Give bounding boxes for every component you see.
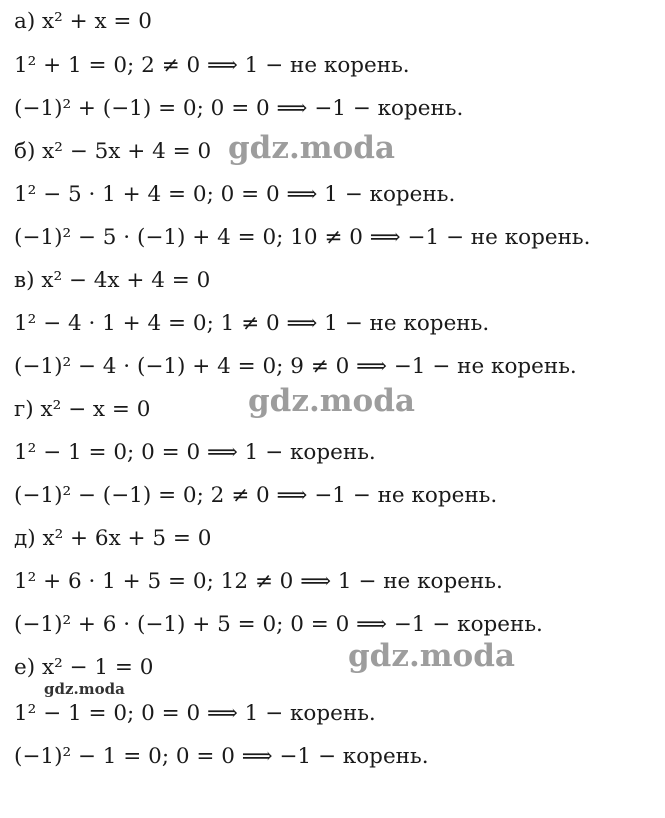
item-g-equation: г) x² − x = 0 [14,397,151,422]
item-b-check-1: 1² − 5 · 1 + 4 = 0; 0 = 0 ⟹ 1 − корень. [14,182,456,207]
watermark-logo-small: gdz.moda [44,680,125,698]
item-b-equation: б) x² − 5x + 4 = 0 [14,139,212,164]
item-v-equation: в) x² − 4x + 4 = 0 [14,268,211,293]
watermark-logo: gdz.moda [348,638,515,674]
item-e-equation: е) x² − 1 = 0 [14,655,154,680]
item-d-equation: д) x² + 6x + 5 = 0 [14,526,212,551]
item-d-check-1: 1² + 6 · 1 + 5 = 0; 12 ≠ 0 ⟹ 1 − не корень. [14,569,503,594]
watermark-logo: gdz.moda [248,383,415,419]
item-e-check-1: 1² − 1 = 0; 0 = 0 ⟹ 1 − корень. [14,701,376,726]
item-d-check-minus1: (−1)² + 6 · (−1) + 5 = 0; 0 = 0 ⟹ −1 − корень. [14,612,543,637]
item-v-check-1: 1² − 4 · 1 + 4 = 0; 1 ≠ 0 ⟹ 1 − не корень. [14,311,490,336]
item-v-check-minus1: (−1)² − 4 · (−1) + 4 = 0; 9 ≠ 0 ⟹ −1 − не корень. [14,354,577,379]
item-e-check-minus1: (−1)² − 1 = 0; 0 = 0 ⟹ −1 − корень. [14,744,429,769]
item-b-check-minus1: (−1)² − 5 · (−1) + 4 = 0; 10 ≠ 0 ⟹ −1 − не корень. [14,225,591,250]
item-a-check-1: 1² + 1 = 0; 2 ≠ 0 ⟹ 1 − не корень. [14,53,410,78]
watermark-logo: gdz.moda [228,130,395,166]
item-g-check-minus1: (−1)² − (−1) = 0; 2 ≠ 0 ⟹ −1 − не корень. [14,483,498,508]
item-a-equation: а) x² + x = 0 [14,9,152,34]
item-g-check-1: 1² − 1 = 0; 0 = 0 ⟹ 1 − корень. [14,440,376,465]
item-a-check-minus1: (−1)² + (−1) = 0; 0 = 0 ⟹ −1 − корень. [14,96,464,121]
